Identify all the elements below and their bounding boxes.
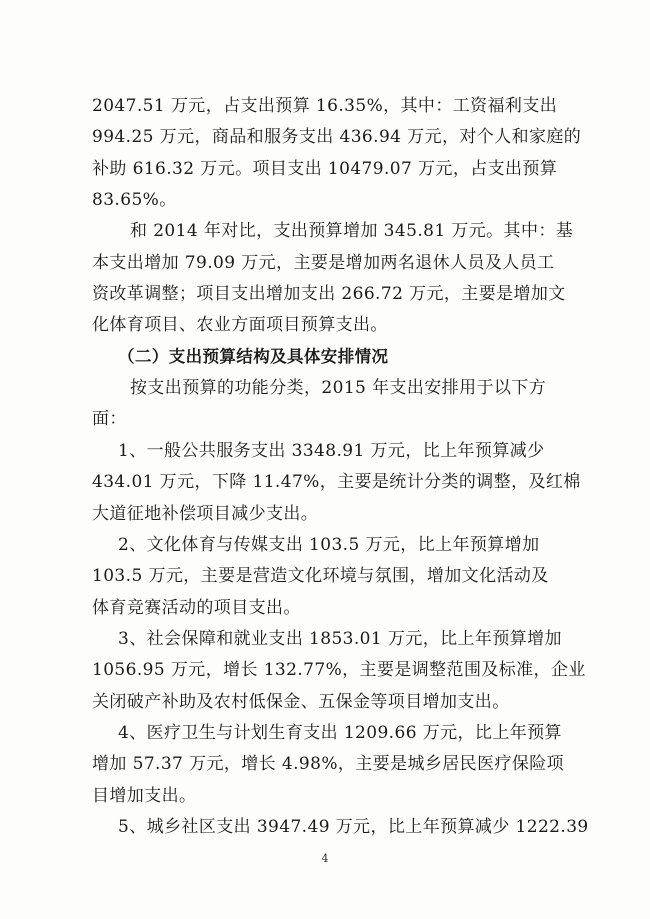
text-line: 面： — [92, 409, 127, 430]
text-line: 补助 616.32 万元。项目支出 10479.07 万元，占支出预算 — [92, 158, 558, 179]
text-line: 按支出预算的功能分类，2015 年支出安排用于以下方 — [130, 378, 547, 399]
text-line: 和 2014 年对比，支出预算增加 345.81 万元。其中：基 — [130, 221, 574, 242]
list-item: 3、社会保障和就业支出 1853.01 万元，比上年预算增加 — [118, 628, 562, 649]
text-line: 目增加支出。 — [92, 785, 197, 806]
text-line: 本支出增加 79.09 万元，主要是增加两名退休人员及人员工 — [92, 252, 555, 273]
text-line: 83.65%。 — [92, 190, 177, 211]
text-line: 关闭破产补助及农村低保金、五保金等项目增加支出。 — [92, 691, 510, 712]
text-line: 434.01 万元，下降 11.47%，主要是统计分类的调整，及红棉 — [92, 472, 581, 493]
list-item: 5、城乡社区支出 3947.49 万元，比上年预算减少 1222.39 — [118, 817, 589, 837]
list-item: 1、一般公共服务支出 3348.91 万元，比上年预算减少 — [118, 440, 545, 461]
list-item: 4、医疗卫生与计划生育支出 1209.66 万元，比上年预算 — [118, 722, 562, 743]
section-heading: （二）支出预算结构及具体安排情况 — [118, 346, 389, 366]
text-line: 体育竞赛活动的项目支出。 — [92, 597, 301, 618]
text-line: 资改革调整；项目支出增加支出 266.72 万元，主要是增加文 — [92, 284, 566, 305]
text-line: 1056.95 万元，增长 132.77%，主要是调整范围及标准，企业 — [92, 660, 586, 681]
text-line: 994.25 万元，商品和服务支出 436.94 万元，对个人和家庭的 — [92, 127, 582, 148]
text-line: 化体育项目、农业方面项目预算支出。 — [92, 315, 388, 336]
text-line: 增加 57.37 万元，增长 4.98%，主要是城乡居民医疗保险项 — [92, 754, 565, 775]
text-line: 2047.51 万元，占支出预算 16.35%，其中：工资福利支出 — [92, 96, 558, 116]
text-line: 103.5 万元，主要是营造文化环境与氛围，增加文化活动及 — [92, 566, 549, 587]
text-line: 大道征地补偿项目减少支出。 — [92, 503, 319, 524]
page-number: 4 — [321, 852, 329, 865]
list-item: 2、文化体育与传媒支出 103.5 万元，比上年预算增加 — [118, 534, 540, 555]
